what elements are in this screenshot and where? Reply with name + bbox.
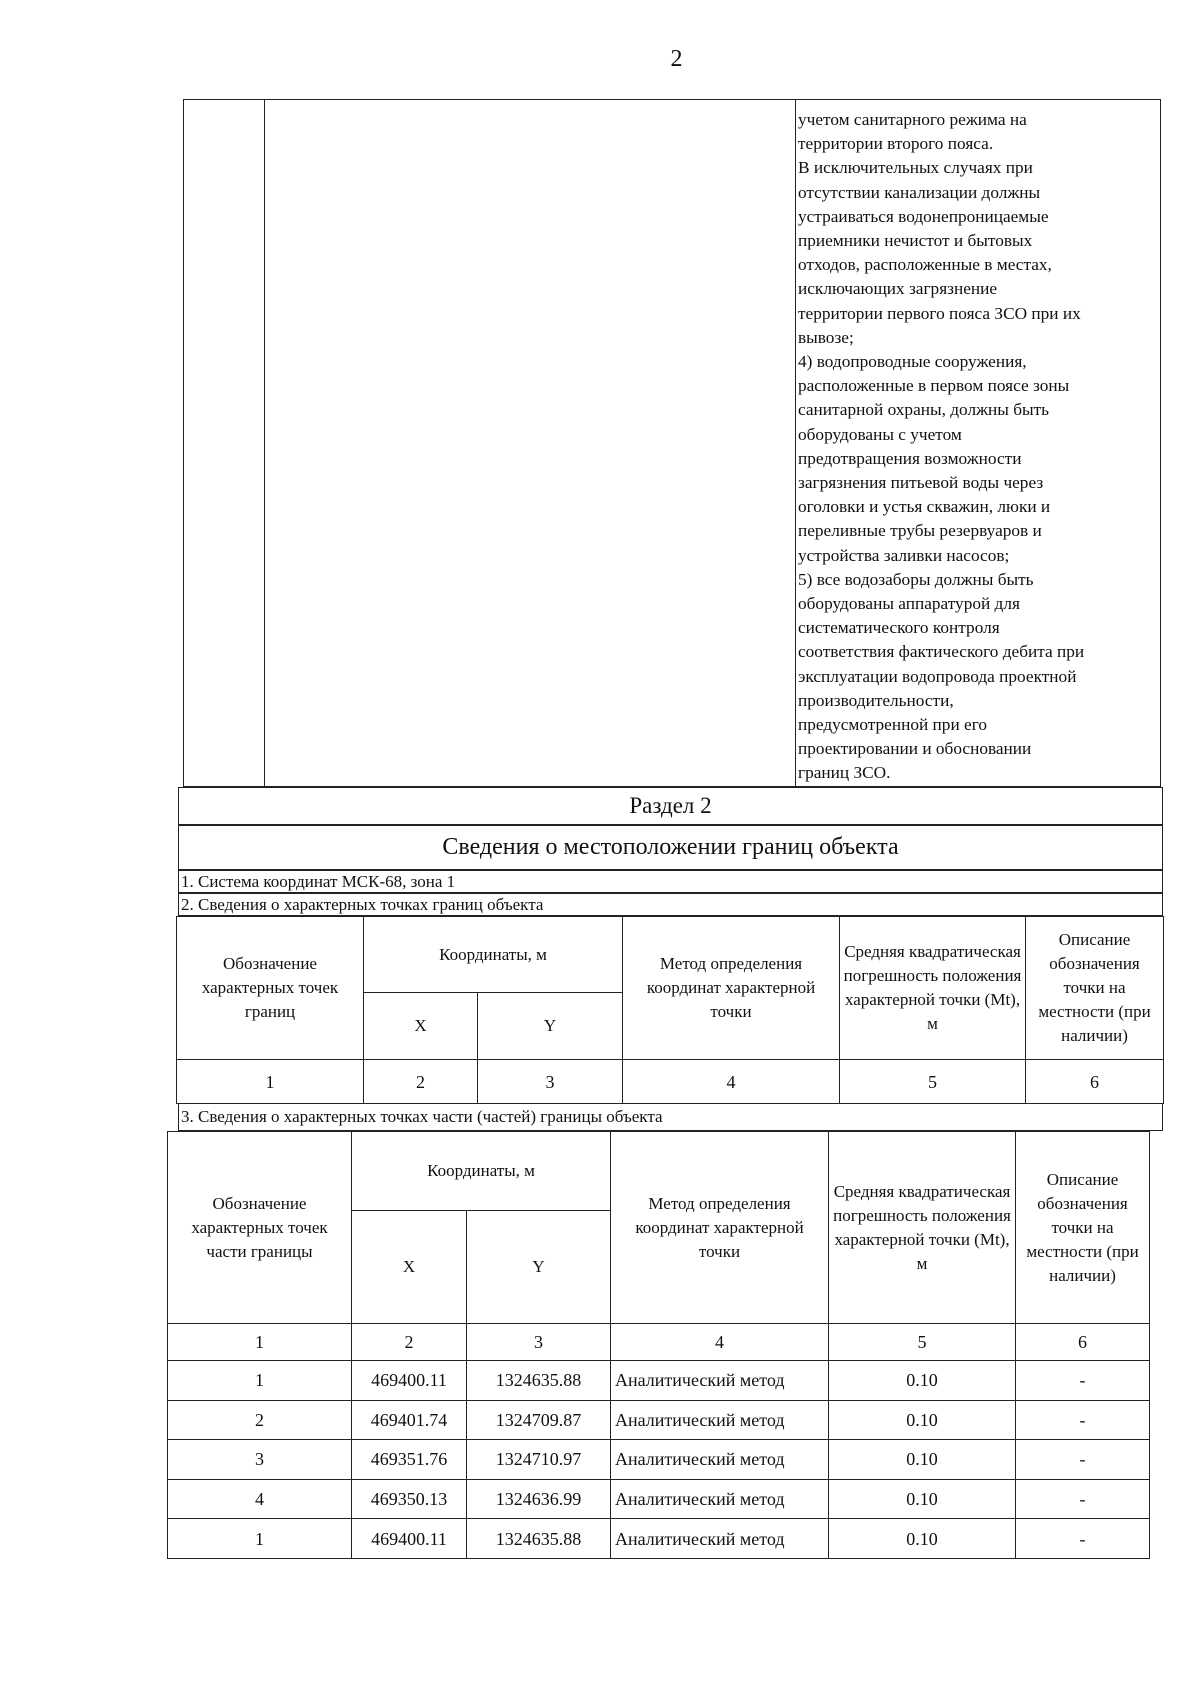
text-line: В исключительных случаях при [798,158,1033,178]
column-number: 6 [1026,1060,1164,1104]
column-number: 4 [623,1060,840,1104]
header-y: Y [467,1211,611,1324]
y-coordinate-cell: 1324636.99 [467,1479,611,1519]
x-coordinate-cell: 469350.13 [352,1479,467,1519]
header-error: Средняя квадратическая погрешность положения характерной точки (Mt), м [829,1132,1016,1324]
text-line: устройства заливки насосов; [798,545,1010,565]
x-coordinate-cell: 469400.11 [352,1361,467,1401]
header-coordinates: Координаты, м [364,917,623,993]
y-coordinate-cell: 1324710.97 [467,1440,611,1480]
table-row [168,1479,1150,1519]
method-cell: Аналитический метод [611,1479,829,1519]
coordinate-system-line: 1. Система координат МСК-68, зона 1 [178,870,1163,893]
error-cell: 0.10 [829,1400,1016,1440]
column-number: 1 [177,1060,364,1104]
header-error: Средняя квадратическая погрешность положения характерной точки (Mt), м [840,917,1026,1060]
text-line: отходов, расположенные в местах, [798,255,1052,275]
column-number: 3 [478,1060,623,1104]
error-cell: 0.10 [829,1519,1016,1559]
description-cell: - [1016,1440,1150,1480]
text-line: соответствия фактического дебита при [798,642,1085,662]
text-line: оборудованы аппаратурой для [798,594,1020,614]
page-number: 2 [670,46,683,72]
x-coordinate-cell: 469400.11 [352,1519,467,1559]
boundary-points-table [176,916,1164,1104]
header-description: Описание обозначения точки на местности (при наличии) [1026,917,1164,1060]
y-coordinate-cell: 1324709.87 [467,1400,611,1440]
header-coordinates: Координаты, м [352,1132,611,1211]
x-coordinate-cell: 469351.76 [352,1440,467,1480]
description-cell: - [1016,1519,1150,1559]
point-number-cell: 2 [168,1400,352,1440]
column-number: 4 [611,1324,829,1361]
method-cell: Аналитический метод [611,1440,829,1480]
text-line: предусмотренной при его [798,715,987,735]
column-number: 3 [467,1324,611,1361]
sanitary-regime-text [798,108,1160,786]
text-line: переливные трубы резервуаров и [798,521,1042,541]
y-coordinate-cell: 1324635.88 [467,1519,611,1559]
error-cell: 0.10 [829,1479,1016,1519]
method-cell: Аналитический метод [611,1400,829,1440]
text-line: отсутствии канализации должны [798,182,1041,202]
text-line: устраиваться водонепроницаемые [798,206,1049,226]
text-line: территории второго пояса. [798,134,994,154]
text-line: эксплуатации водопровода проектной [798,666,1077,686]
point-number-cell: 1 [168,1361,352,1401]
text-line: 4) водопроводные сооружения, [798,352,1027,372]
table-row [168,1440,1150,1480]
description-cell: - [1016,1400,1150,1440]
text-line: приемники нечистот и бытовых [798,231,1033,251]
table-row [168,1400,1150,1440]
point-number-cell: 4 [168,1479,352,1519]
text-line: проектировании и обосновании [798,739,1032,759]
column-divider [264,100,265,786]
column-number: 5 [840,1060,1026,1104]
text-line: учетом санитарного режима на [798,110,1027,129]
section-title: Раздел 2 [178,787,1163,825]
text-line: предотвращения возможности [798,448,1022,468]
y-coordinate-cell: 1324635.88 [467,1361,611,1401]
method-cell: Аналитический метод [611,1361,829,1401]
header-x: X [364,993,478,1060]
text-line: систематического контроля [798,618,1000,638]
column-number: 1 [168,1324,352,1361]
column-number: 2 [352,1324,467,1361]
method-cell: Аналитический метод [611,1519,829,1559]
points-heading-line: 2. Сведения о характерных точках границ объекта [178,893,1163,916]
column-number: 2 [364,1060,478,1104]
column-number: 6 [1016,1324,1150,1361]
column-number: 5 [829,1324,1016,1361]
part-points-heading-line: 3. Сведения о характерных точках части (частей) границы объекта [178,1103,1163,1131]
header-method: Метод определения координат характерной точки [611,1132,829,1324]
header-description: Описание обозначения точки на местности (при наличии) [1016,1132,1150,1324]
text-line: границ ЗСО. [798,763,891,783]
text-line: производительности, [798,690,954,710]
header-x: X [352,1211,467,1324]
table-row [168,1519,1150,1559]
description-cell: - [1016,1361,1150,1401]
header-y: Y [478,993,623,1060]
point-number-cell: 3 [168,1440,352,1480]
header-designation: Обозначение характерных точек границ [177,917,364,1060]
x-coordinate-cell: 469401.74 [352,1400,467,1440]
point-number-cell: 1 [168,1519,352,1559]
text-line: 5) все водозаборы должны быть [798,569,1034,589]
column-divider [795,100,796,786]
text-line: вывозе; [798,327,854,347]
header-designation: Обозначение характерных точек части границы [168,1132,352,1324]
text-line: исключающих загрязнение [798,279,998,299]
error-cell: 0.10 [829,1440,1016,1480]
text-line: санитарной охраны, должны быть [798,400,1050,420]
error-cell: 0.10 [829,1361,1016,1401]
table-row [168,1361,1150,1401]
continuation-table-block [183,99,1161,787]
description-cell: - [1016,1479,1150,1519]
text-line: оголовки и устья скважин, люки и [798,497,1051,517]
section-subtitle: Сведения о местоположении границ объекта [178,825,1163,870]
header-method: Метод определения координат характерной точки [623,917,840,1060]
text-line: оборудованы с учетом [798,424,962,444]
text-line: загрязнения питьевой воды через [798,473,1044,493]
text-line: территории первого пояса ЗСО при их [798,303,1081,323]
text-line: расположенные в первом поясе зоны [798,376,1070,396]
part-boundary-points-table [167,1131,1150,1559]
